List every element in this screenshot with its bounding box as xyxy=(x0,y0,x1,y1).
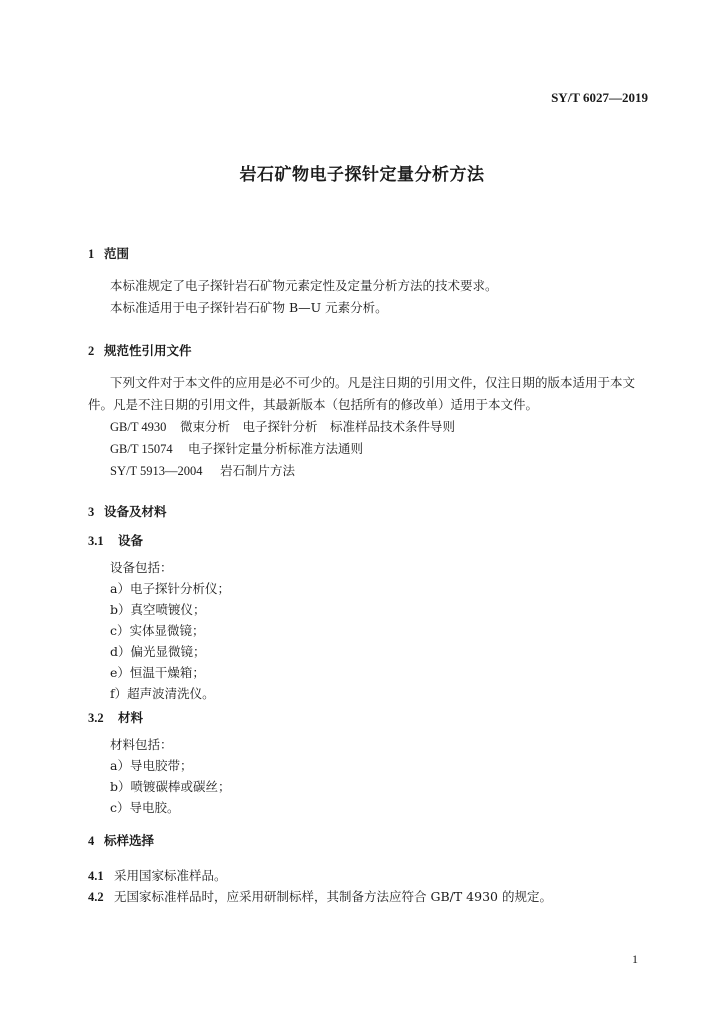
section-number: 4 xyxy=(88,834,95,848)
list-item: b）喷镀碳棒或碳丝； xyxy=(110,779,231,794)
list-item: b）真空喷镀仪； xyxy=(110,602,206,617)
section-4-heading xyxy=(88,831,154,849)
list-item: a）导电胶带； xyxy=(110,758,193,773)
clause-4-1 xyxy=(88,866,227,884)
section-title: 标样选择 xyxy=(104,833,155,848)
list-intro: 材料包括： xyxy=(110,737,173,752)
clause-text: 无国家标准样品时，应采用研制标样，其制备方法应符合 GB/T 4930 的规定。 xyxy=(114,889,552,904)
clause-number: 4.1 xyxy=(88,869,104,883)
paragraph: 下列文件对于本文件的应用是必不可少的。凡是注日期的引用文件，仅注日期的版本适用于本文 xyxy=(110,375,636,390)
reference-item xyxy=(110,439,363,457)
equipment-list xyxy=(110,557,230,704)
list-item: d）偏光显微镜； xyxy=(110,644,206,659)
section-2-heading xyxy=(88,341,192,359)
reference-code: SY/T 5913—2004 xyxy=(110,464,203,478)
reference-code: GB/T 4930 xyxy=(110,420,167,434)
subsection-title: 设备 xyxy=(118,533,144,548)
subsection-number: 3.2 xyxy=(88,711,104,725)
list-intro: 设备包括： xyxy=(110,560,173,575)
section-title: 范围 xyxy=(104,246,130,261)
paragraph: 本标准适用于电子探针岩石矿物 B—U 元素分析。 xyxy=(110,300,388,315)
reference-title: 微束分析 电子探针分析 标准样品技术条件导则 xyxy=(180,419,456,434)
list-item: c）导电胶。 xyxy=(110,800,180,815)
subsection-3-2-heading xyxy=(88,708,143,726)
subsection-title: 材料 xyxy=(118,710,144,725)
subsection-number: 3.1 xyxy=(88,534,104,548)
section-title: 规范性引用文件 xyxy=(104,343,192,358)
list-item: c）实体显微镜； xyxy=(110,623,205,638)
list-item: a）电子探针分析仪； xyxy=(110,581,230,596)
clause-text: 采用国家标准样品。 xyxy=(114,868,227,883)
page-number: 1 xyxy=(632,952,638,966)
reference-title: 岩石制片方法 xyxy=(220,463,296,478)
reference-item xyxy=(110,417,455,435)
document-title: 岩石矿物电子探针定量分析方法 xyxy=(239,165,485,185)
reference-title: 电子探针定量分析标准方法通则 xyxy=(188,441,364,456)
subsection-3-1-heading xyxy=(88,531,143,549)
reference-code: GB/T 15074 xyxy=(110,442,173,456)
clause-number: 4.2 xyxy=(88,890,104,904)
section-1-heading xyxy=(88,244,129,262)
list-item: f）超声波清洗仪。 xyxy=(110,686,215,701)
section-number: 3 xyxy=(88,505,95,519)
paragraph: 本标准规定了电子探针岩石矿物元素定性及定量分析方法的技术要求。 xyxy=(110,278,498,293)
reference-item xyxy=(110,461,295,479)
section-title: 设备及材料 xyxy=(104,504,167,519)
paragraph: 件。凡是不注日期的引用文件，其最新版本（包括所有的修改单）适用于本文件。 xyxy=(88,397,539,412)
clause-4-2 xyxy=(88,887,552,905)
section-3-heading xyxy=(88,502,167,520)
section-number: 2 xyxy=(88,344,95,358)
standard-code: SY/T 6027—2019 xyxy=(551,90,648,105)
materials-list xyxy=(110,734,231,818)
list-item: e）恒温干燥箱； xyxy=(110,665,205,680)
section-number: 1 xyxy=(88,247,95,261)
